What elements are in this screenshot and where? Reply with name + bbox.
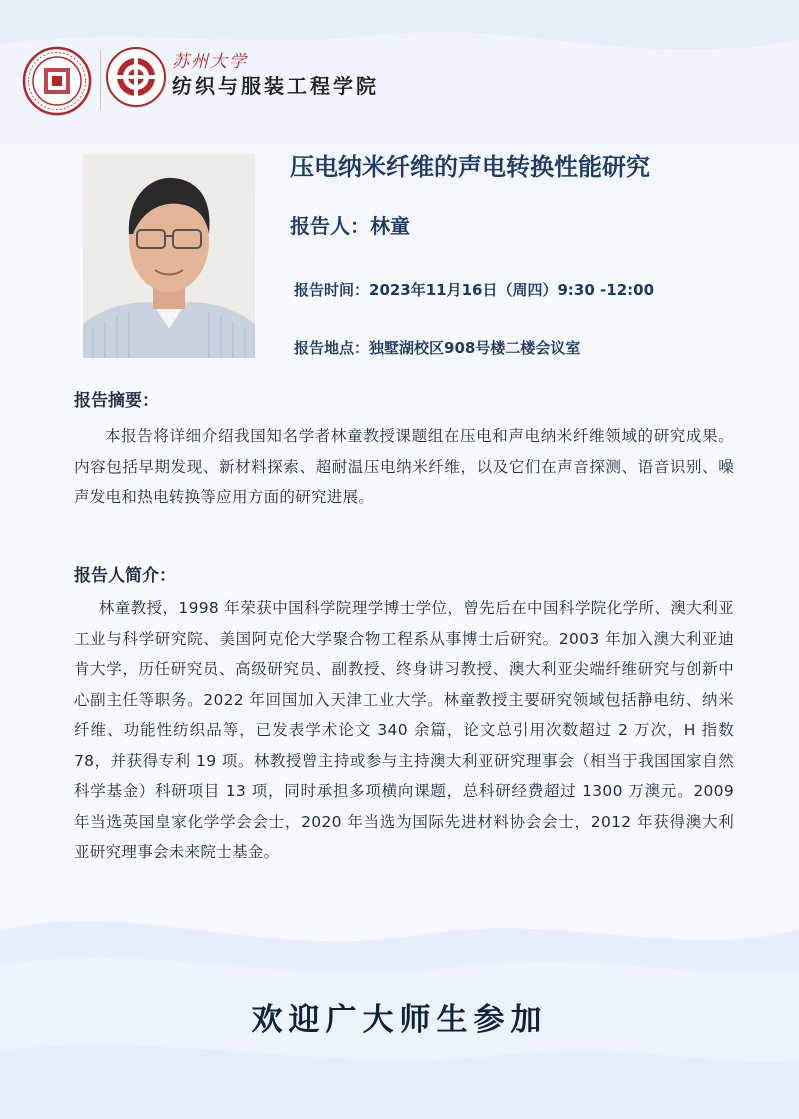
logo-text: [172, 52, 432, 100]
talk-time: 报告时间：2023年11月16日（周四）9:30 -12:00: [294, 281, 655, 299]
abstract-heading: 报告摘要：: [74, 391, 159, 411]
college-logo-icon: [105, 46, 167, 108]
university-seal-icon: [22, 46, 92, 116]
welcome-banner: 欢迎广大师生参加: [251, 1002, 548, 1038]
university-name: 苏州大学: [172, 52, 248, 72]
bio-text: 林童教授，1998 年荣获中国科学院理学博士学位，曾先后在中国科学院化学所、澳大利亚工业与科学研究院、美国阿克伦大学聚合物工程系从事博士后研究。2003 年加入澳大利亚迪肯大学，历任研究员、高级研究员、副教授、终身讲习教授、澳大利亚尖端纤维研究与创新中心副主任等职务。2022 年回国加入天津工业大学。林童教授主要研究领域包括静电纺、纳米纤维、功能性纺织品等，已发表学术论文 340 余篇，论文总引用次数超过 2 万次，H 指数 78，并获得专利 19 项。林教授曾主持或参与主持澳大利亚研究理事会（相当于我国国家自然科学基金）科研项目 13 项，同时承担多项横向课题，总科研经费超过 1300 万澳元。2009 年当选英国皇家化学学会会士，2020 年当选为国际先进材料协会会士，2012 年获得澳大利亚研究理事会未来院士基金。: [74, 599, 734, 861]
bio-heading: 报告人简介：: [74, 566, 176, 586]
abstract-text: 本报告将详细介绍我国知名学者林童教授课题组在压电和声电纳米纤维领域的研究成果。内容包括早期发现、新材料探索、超耐温压电纳米纤维，以及它们在声音探测、语音识别、噪声发电和热电转换等应用方面的研究进展。: [74, 427, 734, 506]
speaker-line: 报告人：林童: [290, 214, 410, 238]
school-name: 纺织与服装工程学院: [172, 74, 379, 98]
talk-title: 压电纳米纤维的声电转换性能研究: [290, 153, 650, 181]
speaker-photo: [83, 154, 255, 358]
talk-place: 报告地点：独墅湖校区908号楼二楼会议室: [294, 339, 581, 357]
logo-divider: [100, 50, 101, 110]
